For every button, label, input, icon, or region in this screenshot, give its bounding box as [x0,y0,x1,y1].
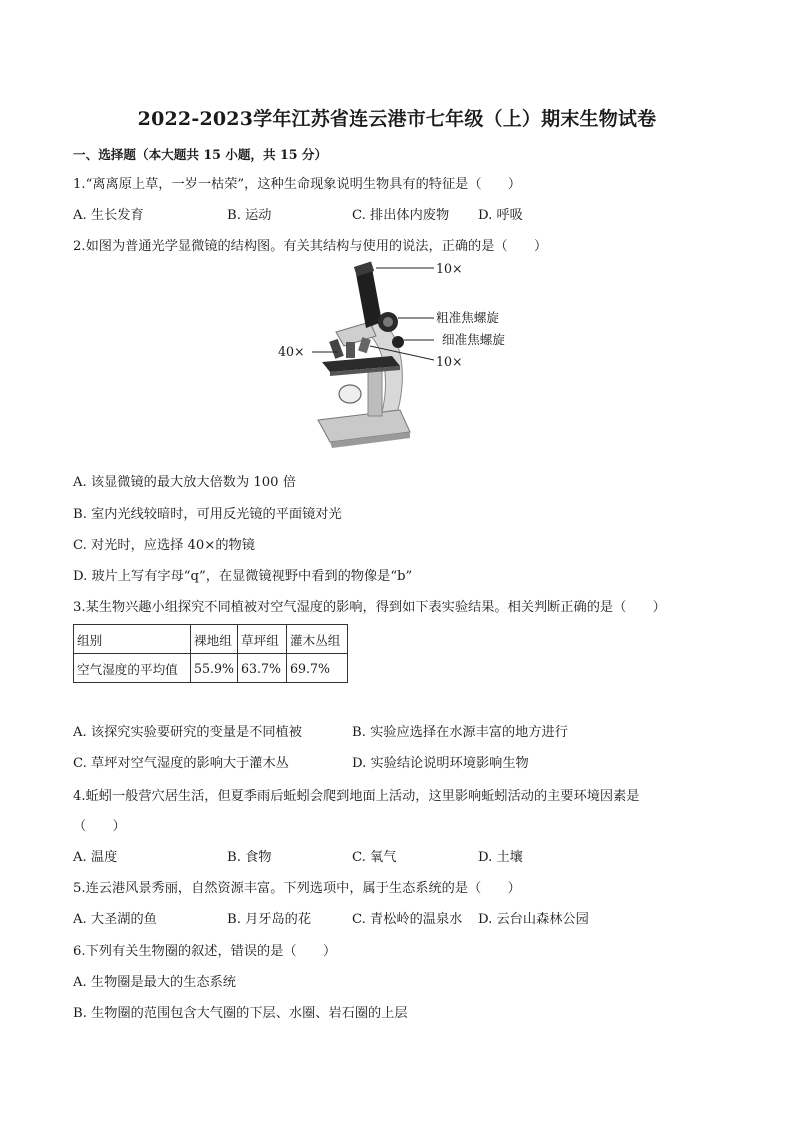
q5-option-c: C. 青松岭的温泉水 [352,912,463,927]
q2-option-c: C. 对光时，应选择 40×的物镜 [73,538,255,553]
q5-option-b: B. 月牙岛的花 [227,912,312,927]
q1-option-d: D. 呼吸 [478,208,523,223]
table-header-cell: 组别 [74,625,191,654]
table-cell: 55.9% [191,654,238,683]
q3-option-c: C. 草坪对空气湿度的影响大于灌木丛 [73,756,289,771]
q4-option-a: A. 温度 [73,850,118,865]
table-row [74,654,348,683]
q2-option-d: D. 玻片上写有字母“q”，在显微镜视野中看到的物像是“b” [73,569,413,584]
question-2-stem: 2.如图为普通光学显微镜的结构图。有关其结构与使用的说法，正确的是（ ） [73,239,548,254]
q4-option-d: D. 土壤 [478,850,523,865]
q6-option-a: A. 生物圈是最大的生态系统 [73,975,236,990]
fine-focus-label: 细准焦螺旋 [442,332,505,347]
microscope-figure [270,260,530,450]
q3-option-b: B. 实验应选择在水源丰富的地方进行 [352,725,568,740]
q3-option-a: A. 该探究实验要研究的变量是不同植被 [73,725,302,740]
table-header-cell: 草坪组 [238,625,287,654]
question-4-stem: 4.蚯蚓一般营穴居生活，但夏季雨后蚯蚓会爬到地面上活动，这里影响蚯蚓活动的主要环境因素是 [73,789,640,804]
q2-option-a: A. 该显微镜的最大放大倍数为 100 倍 [73,475,296,490]
q1-option-c: C. 排出体内废物 [352,208,450,223]
question-1-stem: 1.“离离原上草，一岁一枯荣”，这种生命现象说明生物具有的特征是（ ） [73,177,522,192]
q1-option-a: A. 生长发育 [73,208,144,223]
question-5-stem: 5.连云港风景秀丽，自然资源丰富。下列选项中，属于生态系统的是（ ） [73,881,521,896]
q2-option-b: B. 室内光线较暗时，可用反光镜的平面镜对光 [73,507,342,522]
question-6-stem: 6.下列有关生物圈的叙述，错误的是（ ） [73,944,337,959]
eyepiece-label: 10× [436,261,463,276]
q5-option-d: D. 云台山森林公园 [478,912,589,927]
table-cell: 空气湿度的平均值 [74,654,191,683]
table-header-row [74,625,348,654]
section-heading: 一、选择题（本大题共 15 小题，共 15 分） [73,147,328,162]
q3-option-d: D. 实验结论说明环境影响生物 [352,756,529,771]
table-cell: 69.7% [287,654,348,683]
table-cell: 63.7% [238,654,287,683]
question-4-stem-cont: （ ） [73,819,126,834]
experiment-table [73,624,348,683]
low-objective-label: 10× [436,354,463,369]
q4-option-c: C. 氧气 [352,850,397,865]
table-header-cell: 灌木丛组 [287,625,348,654]
q6-option-b: B. 生物圈的范围包含大气圈的下层、水圈、岩石圈的上层 [73,1006,408,1021]
q4-option-b: B. 食物 [227,850,272,865]
high-objective-label: 40× [278,344,305,359]
q1-option-b: B. 运动 [227,208,272,223]
q5-option-a: A. 大圣湖的鱼 [73,912,157,927]
page-title: 2022-2023学年江苏省连云港市七年级（上）期末生物试卷 [137,108,657,130]
question-3-stem: 3.某生物兴趣小组探究不同植被对空气湿度的影响，得到如下表实验结果。相关判断正确的是（ ） [73,600,666,615]
coarse-focus-label: 粗准焦螺旋 [436,310,499,325]
table-header-cell: 裸地组 [191,625,238,654]
